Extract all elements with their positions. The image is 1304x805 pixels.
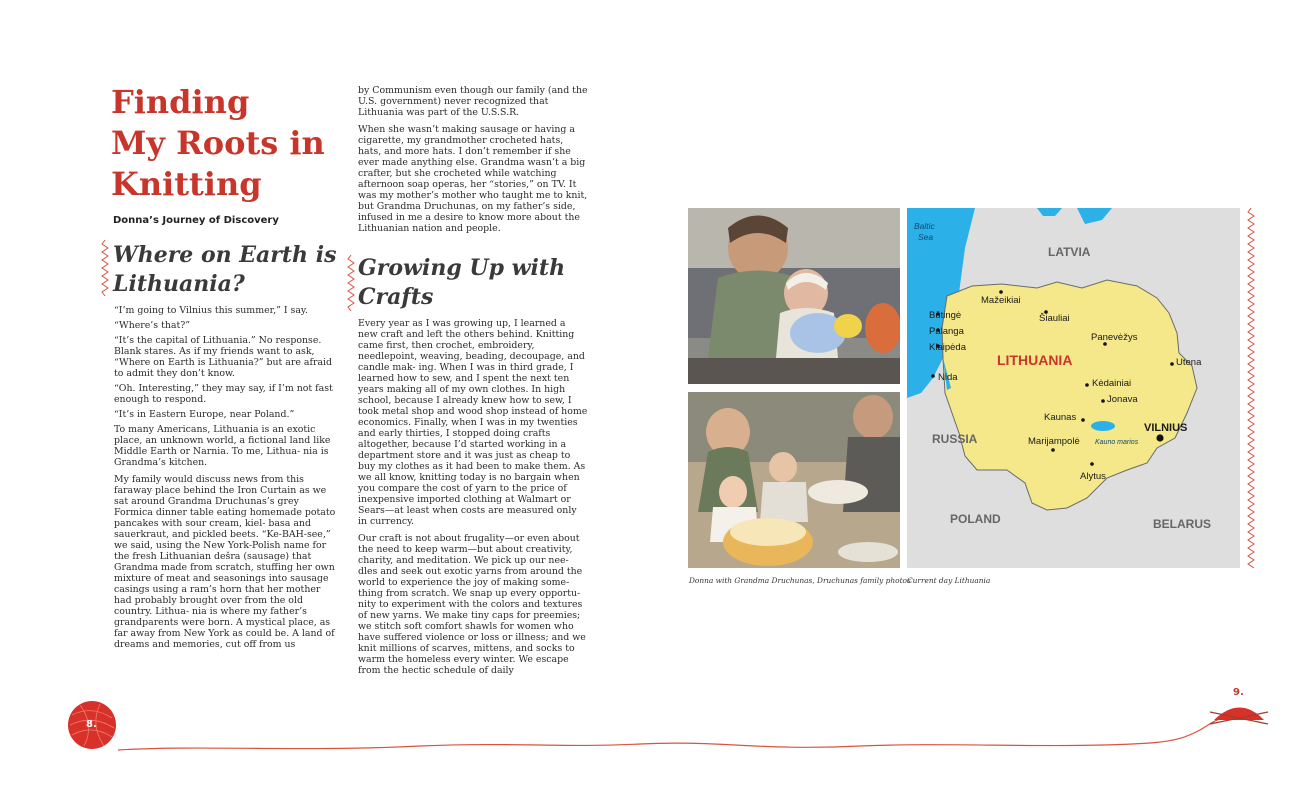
map-city-siauliai: Šiauliai <box>1039 313 1070 324</box>
title-line-2: My Roots in <box>111 124 325 162</box>
map-caption: Current day Lithuania <box>907 576 991 585</box>
heading-stitch-decoration <box>99 240 111 296</box>
heading-stitch-decoration <box>345 255 357 311</box>
page-edge-stitch-decoration <box>1245 208 1257 568</box>
column-2-body-bottom <box>358 318 588 682</box>
title-line-1: Finding <box>111 83 250 121</box>
section-heading-growing-up <box>358 254 565 312</box>
paragraph: “I’m going to Vilnius this summer,” I say. <box>114 305 308 316</box>
article-title <box>111 82 341 205</box>
section2-heading-line-1: Growing Up with <box>358 255 566 281</box>
map-sea-label-line2: Sea <box>918 232 934 242</box>
map-label-latvia: LATVIA <box>1048 245 1091 259</box>
paragraph: “Where’s that?” <box>114 320 191 331</box>
map-city-utena: Utena <box>1176 357 1202 368</box>
yarn-strand <box>118 718 1222 750</box>
paragraph: Our craft is not about frugality—or even about the need to keep warm—but about creativity, charity, and meditation. We pick up our nee- dles and seek out exotic yarns from around the world to experience the joy of making some- thing from scratch. We snap up every opportu- nity to experiment with the colors and textures of new yarns. We make tiny caps for preemies; we stitch soft comfort shawls for women who have suffered violence or loss or illness; and we knit millions of scarves, mittens, and socks to warm the homeless every winter. We escape from the hectic schedule of daily <box>358 533 586 676</box>
paragraph: My family would discuss news from this faraway place behind the Iron Curtain as we sat around Grandma Druchunas’s grey Formica dinner table eating homemade potato pancakes with sour cream, kiel- basa and sauerkraut, and pickled beets. “Ke-BAH-see,” we said, using the New York-Polish name for the fresh Lithuanian dešra (sausage) that Grandma made from scratch, stuffing her own mixture of meat and seasonings into sausage casings using a ram’s horn that her mother had probably brought over from the old country. Lithua- nia is where my father’s grandparents were born. A mystical place, as far away from New York as could be. A land of dreams and memories, cut off from us <box>114 474 336 650</box>
yarn-footer-decoration <box>0 690 1304 760</box>
column-1-body <box>114 305 336 656</box>
section1-heading-line-1: Where on Earth is <box>113 242 337 268</box>
map-lake-label: Kauno marios <box>1095 439 1139 446</box>
map-lithuania <box>907 208 1240 568</box>
map-city-nida: Nida <box>938 372 958 383</box>
map-label-belarus: BELARUS <box>1153 517 1212 531</box>
map-label-lithuania: LITHUANIA <box>997 352 1073 368</box>
map-capital-vilnius: VILNIUS <box>1144 422 1188 434</box>
map-city-alytus: Alytus <box>1080 471 1106 482</box>
section2-heading-line-2: Crafts <box>358 284 434 310</box>
map-graphic <box>907 208 1240 568</box>
map-city-kaunas: Kaunas <box>1044 412 1077 423</box>
section-heading-where-on-earth <box>113 241 336 299</box>
title-line-3: Knitting <box>111 165 262 203</box>
photo-family-table <box>688 392 900 568</box>
map-city-marijampole: Marijampolė <box>1028 436 1080 447</box>
paragraph: Every year as I was growing up, I learned a new craft and left the others behind. Knitting came first, then crochet, embroidery, needlepoint, weaving, beading, decoupage, and candle mak- ing. When I was in third grade, I learned how to sew, and I spent the next ten years making all of my own clothes. In high school, because I already knew how to sew, I took metal shop and wood shop instead of home economics. Finally, when I was in my twenties and early thirties, I stopped doing crafts altogether, because I’d started working in a department store and it was just as cheap to buy my clothes as it had been to make them. As we all know, knitting today is no bargain when you compare the cost of yarn to the price of inexpensive imported clothing at Walmart or Sears—at least when costs are measured only in currency. <box>358 318 588 527</box>
map-city-mazeikiai: Mažeikiai <box>981 295 1021 306</box>
map-sea-label-line1: Baltic <box>914 221 935 231</box>
photo-caption: Donna with Grandma Druchunas, Druchunas family photos <box>689 576 911 585</box>
column-2-body-top <box>358 85 588 240</box>
map-lake-kauno-marios <box>1091 421 1115 431</box>
paragraph: When she wasn’t making sausage or having a cigarette, my grandmother crocheted hats, hats, and more hats. I don’t remember if she ever made anything else. Grandma wasn’t a big crafter, but she crocheted while watching afternoon soap operas, her “stories,” on TV. It was my mother’s mother who taught me to knit, but Grandma Druchunas, on my father’s side, infused in me a desire to know more about the Lithuanian nation and people. <box>358 124 588 234</box>
paragraph: “It’s the capital of Lithuania.” No response. Blank stares. As if my friends want to ask, “Where on Earth is Lithuania?” but are afraid to admit they don’t know. <box>114 335 333 379</box>
section1-heading-line-2: Lithuania? <box>113 271 245 297</box>
page-number-left: 8. <box>86 719 97 730</box>
paragraph: “Oh. Interesting,” they may say, if I’m not fast enough to respond. <box>114 383 333 405</box>
map-city-jonava: Jonava <box>1107 394 1138 405</box>
map-label-russia: RUSSIA <box>932 432 978 446</box>
map-city-palanga: Palanga <box>929 326 964 337</box>
page-number-right: 9. <box>1233 687 1244 698</box>
map-city-klaipeda: Klaipėda <box>929 342 966 353</box>
map-city-panevezys: Panevėžys <box>1091 332 1138 343</box>
article-subtitle: Donna’s Journey of Discovery <box>113 215 279 226</box>
paragraph: “It’s in Eastern Europe, near Poland.” <box>114 409 295 420</box>
map-city-kedainiai: Kėdainiai <box>1092 378 1132 389</box>
paragraph: To many Americans, Lithuania is an exotic place, an unknown world, a fictional land like Middle Earth or Narnia. To me, Lithua- nia is Grandma’s kitchen. <box>114 424 331 468</box>
paragraph: by Communism even though our family (and the U.S. government) never recognized that Lithuania was part of the U.S.S.R. <box>358 85 588 118</box>
map-city-butinge: Būtingė <box>929 310 962 321</box>
photo-grandma-and-child <box>688 208 900 384</box>
map-label-poland: POLAND <box>950 512 1001 526</box>
